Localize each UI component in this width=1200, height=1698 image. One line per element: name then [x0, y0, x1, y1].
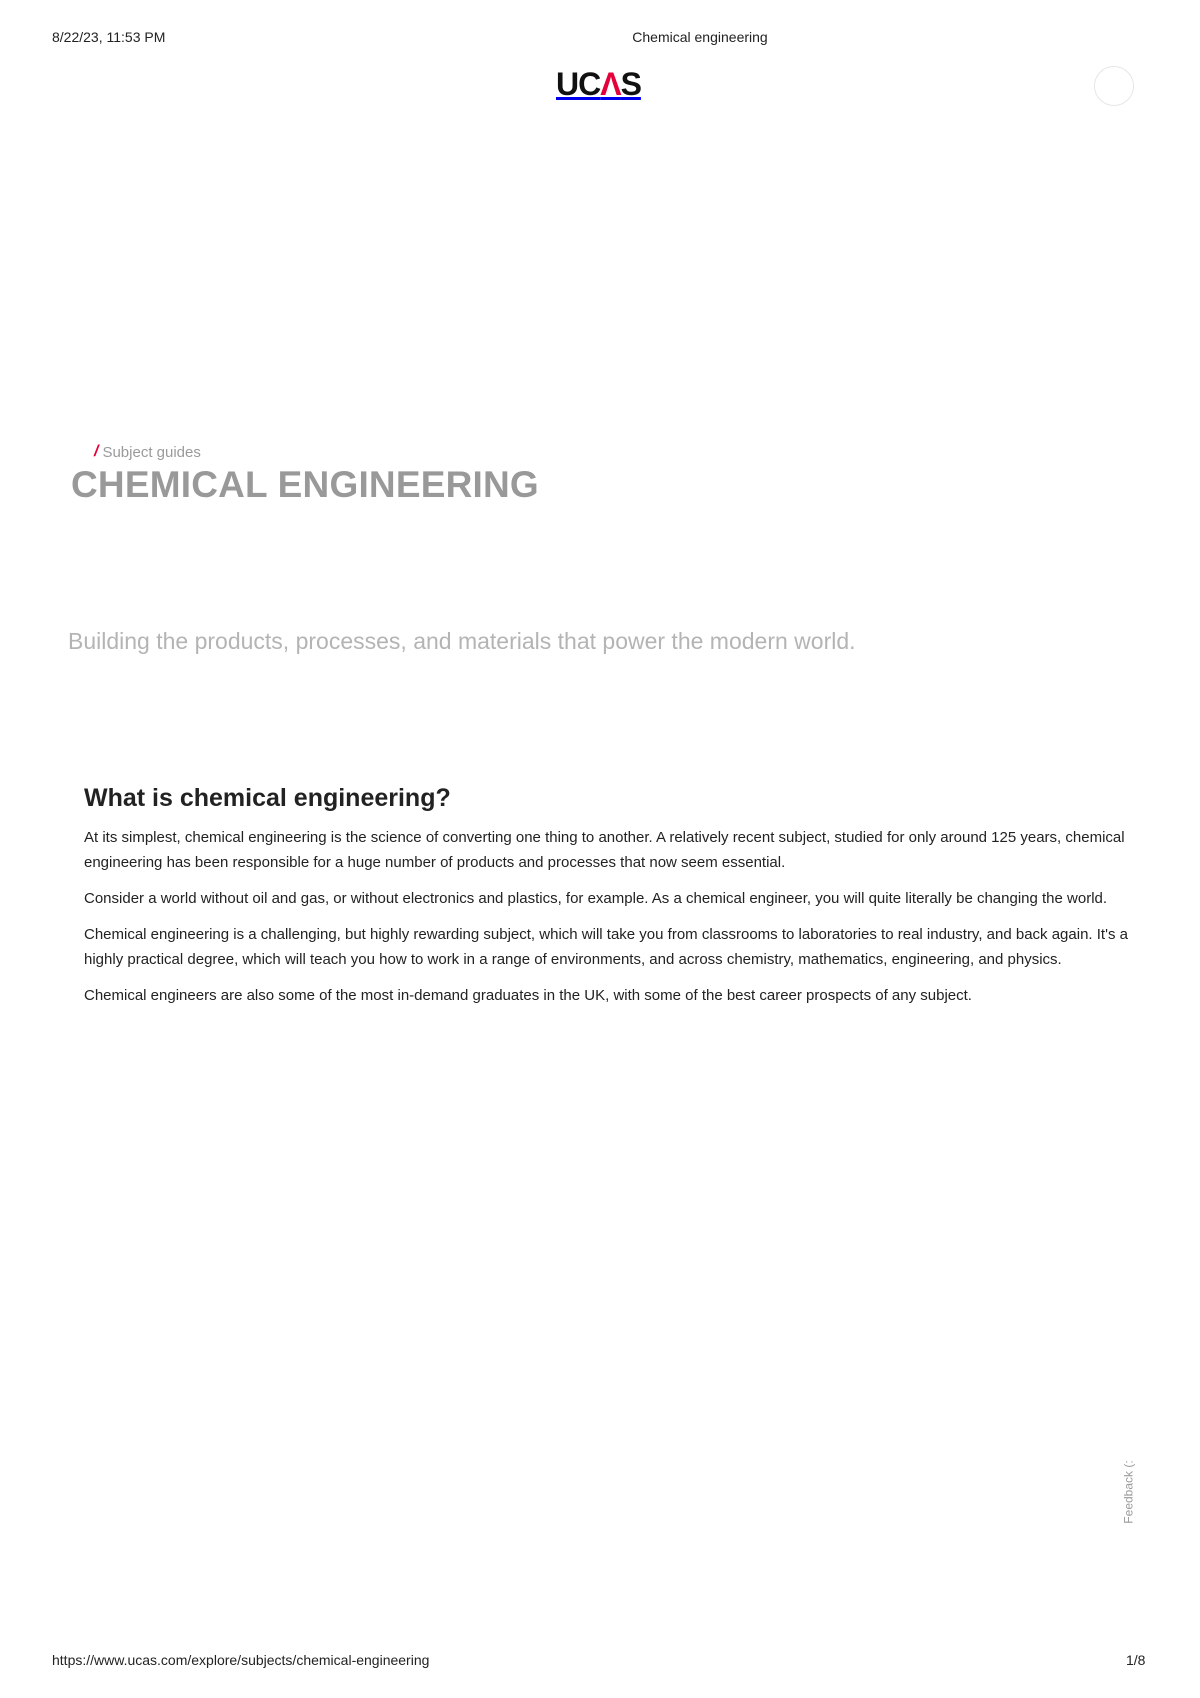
paragraph: Chemical engineering is a challenging, but highly rewarding subject, which will take you from classrooms to laboratories to real industry, and back again. It's a highly practical degree, which will teach you how to work in a range of environments, and across chemistry, mathematics, engineering, and physics. — [84, 926, 1128, 968]
breadcrumb — [94, 443, 201, 461]
paragraph: Chemical engineers are also some of the most in-demand graduates in the UK, with some of the best career prospects of any subject. — [84, 987, 972, 1004]
print-page-number: 1/8 — [1126, 1652, 1146, 1668]
logo-suffix: S — [620, 66, 641, 102]
account-icon[interactable] — [1094, 66, 1134, 106]
print-url: https://www.ucas.com/explore/subjects/chemical-engineering — [52, 1652, 430, 1668]
print-date: 8/22/23, 11:53 PM — [52, 29, 166, 45]
slash-icon: / — [94, 443, 99, 460]
intro-section — [84, 784, 1130, 1019]
hero-tagline: Building the products, processes, and materials that power the modern world. — [68, 628, 856, 654]
logo-a-glyph: Λ — [600, 66, 621, 102]
paragraph: At its simplest, chemical engineering is the science of converting one thing to another. A relatively recent subject, studied for only around 125 years, chemical engineering has been responsible for a huge number of products and processes that now seem essential. — [84, 829, 1125, 871]
breadcrumb-subject-guides[interactable]: Subject guides — [102, 443, 201, 461]
paragraph: Consider a world without oil and gas, or without electronics and plastics, for example. As a chemical engineer, you will quite literally be changing the world. — [84, 890, 1108, 907]
page-title: CHEMICAL ENGINEERING — [71, 464, 539, 505]
ucas-logo[interactable] — [556, 66, 652, 102]
print-doc-title: Chemical engineering — [632, 29, 768, 45]
ucas-logo-text — [556, 68, 641, 100]
print-doc-title-wrapper — [0, 29, 1200, 45]
section-heading: What is chemical engineering? — [84, 784, 451, 812]
feedback-tab[interactable] — [1121, 1452, 1137, 1532]
logo-prefix: UC — [556, 66, 601, 102]
feedback-label: Feedback (: — [1122, 1460, 1136, 1524]
